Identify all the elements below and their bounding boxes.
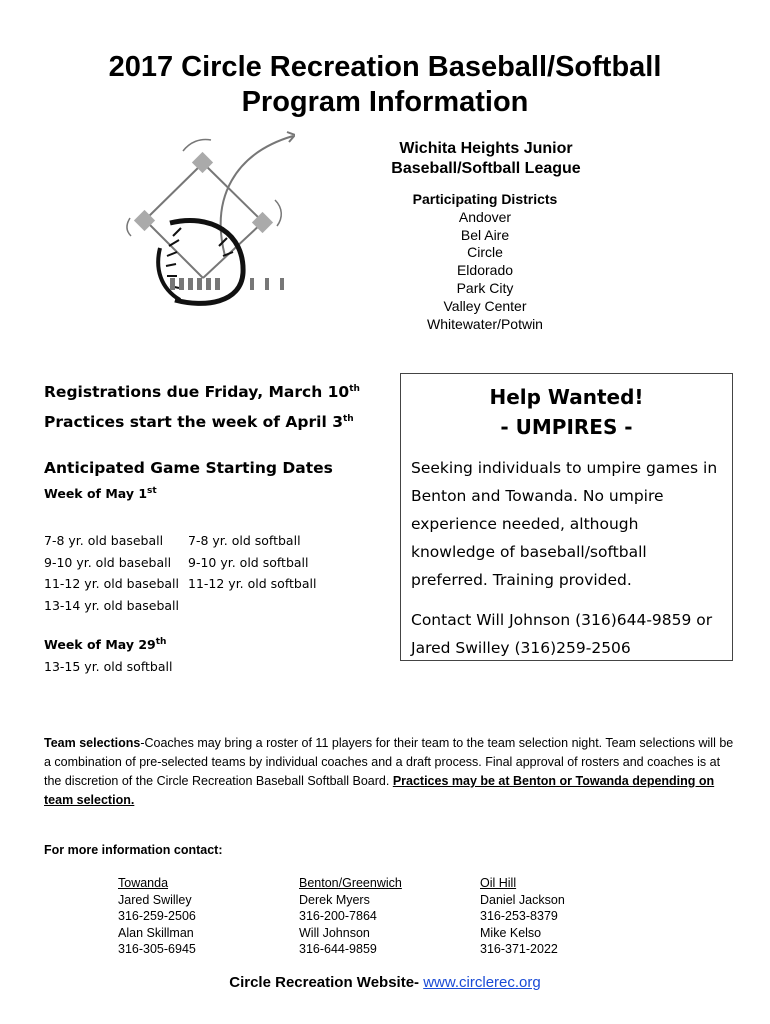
team-selections-emphasis: Practices may be at Benton or Towanda depending on team selection. <box>44 774 715 807</box>
title-line-2: Program Information <box>241 86 529 118</box>
practice-start: Practices start the week of April 3th <box>44 413 354 431</box>
contact-line: 316-305-6945 <box>118 942 196 956</box>
contact-line: 316-253-8379 <box>480 909 558 923</box>
help-wanted-subtitle: - UMPIRES - <box>500 415 633 439</box>
contact-line: Jared Swilley <box>118 892 192 907</box>
week-2-heading: Week of May 29th <box>44 636 167 652</box>
team-selections-label: Team selections <box>44 736 141 750</box>
division-item: 13-15 yr. old softball <box>44 659 173 674</box>
page-title <box>0 50 770 120</box>
baseball-divisions <box>44 530 179 616</box>
contact-line: 316-259-2506 <box>118 909 196 923</box>
contact-line: Mike Kelso <box>480 925 542 940</box>
division-item: 7-8 yr. old softball <box>188 533 301 548</box>
contact-line: 316-371-2022 <box>480 942 558 956</box>
contact-line: Will Johnson <box>299 925 370 940</box>
contact-column-towanda <box>118 875 196 958</box>
contact-town: Towanda <box>118 876 169 890</box>
help-body-line: knowledge of baseball/softball <box>411 543 647 561</box>
help-wanted-title: Help Wanted! <box>489 385 644 409</box>
division-item: 13-14 yr. old baseball <box>44 597 179 613</box>
contact-town: Oil Hill <box>480 876 517 890</box>
league-name-line-2: Baseball/Softball League <box>391 160 581 177</box>
contact-line: 316-644-9859 <box>299 942 377 956</box>
help-contact-line: Contact Will Johnson (316)644-9859 or <box>411 611 713 629</box>
contact-column-oil-hill <box>480 875 565 958</box>
division-item: 11-12 yr. old baseball <box>44 576 179 591</box>
softball-divisions <box>188 530 316 595</box>
help-body-line: Seeking individuals to umpire games in <box>411 459 718 477</box>
help-wanted-body <box>411 454 727 594</box>
game-dates-heading: Anticipated Game Starting Dates <box>44 459 333 477</box>
contact-line: Derek Myers <box>299 892 370 907</box>
contact-town: Benton/Greenwich <box>299 876 402 890</box>
title-line-1: 2017 Circle Recreation Baseball/Softball <box>108 51 662 83</box>
contact-heading: For more information contact: <box>44 843 223 857</box>
help-body-line: Benton and Towanda. No umpire <box>411 487 664 505</box>
help-wanted-box <box>400 373 733 661</box>
website-footer <box>0 974 770 991</box>
district-item: Eldorado <box>456 262 514 279</box>
website-link[interactable]: www.circlerec.org <box>423 974 541 991</box>
districts-list <box>380 191 590 333</box>
website-label: Circle Recreation Website- <box>229 974 424 991</box>
district-item: Valley Center <box>443 297 527 314</box>
contact-line: Alan Skillman <box>118 925 194 940</box>
baseball-diamond-logo-icon <box>115 128 295 318</box>
division-item: 9-10 yr. old softball <box>188 554 309 570</box>
district-item: Andover <box>458 208 512 225</box>
district-item: Park City <box>456 279 514 296</box>
league-name <box>360 139 612 179</box>
division-item: 11-12 yr. old softball <box>188 576 317 591</box>
registration-info <box>44 377 360 437</box>
league-name-line-1: Wichita Heights Junior <box>399 140 573 157</box>
division-item: 9-10 yr. old baseball <box>44 554 172 570</box>
district-item: Circle <box>467 244 503 261</box>
contact-line: 316-200-7864 <box>299 909 377 923</box>
help-contact-line: Jared Swilley (316)259-2506 <box>411 639 631 657</box>
week-1-heading: Week of May 1st <box>44 485 157 501</box>
district-item: Whitewater/Potwin <box>427 315 543 332</box>
registration-deadline: Registrations due Friday, March 10th <box>44 383 360 401</box>
help-body-line: experience needed, although <box>411 515 639 533</box>
division-item: 7-8 yr. old baseball <box>44 533 164 548</box>
help-wanted-contact <box>411 606 727 662</box>
team-selections-text: -Coaches may bring a roster of 11 players for their team to the team selection night. Team selections will be a combination of pre-selected teams by individual coaches and a draft process. Final approval of rosters and coaches is at the discretion of the Circle Recreation Baseball Softball Board. <box>44 736 734 788</box>
district-item: Bel Aire <box>460 226 510 243</box>
team-selections-paragraph <box>44 734 734 810</box>
help-body-line: preferred. Training provided. <box>411 571 632 589</box>
districts-heading: Participating Districts <box>412 191 558 207</box>
contact-column-benton <box>299 875 402 958</box>
contact-line: Daniel Jackson <box>480 892 565 907</box>
